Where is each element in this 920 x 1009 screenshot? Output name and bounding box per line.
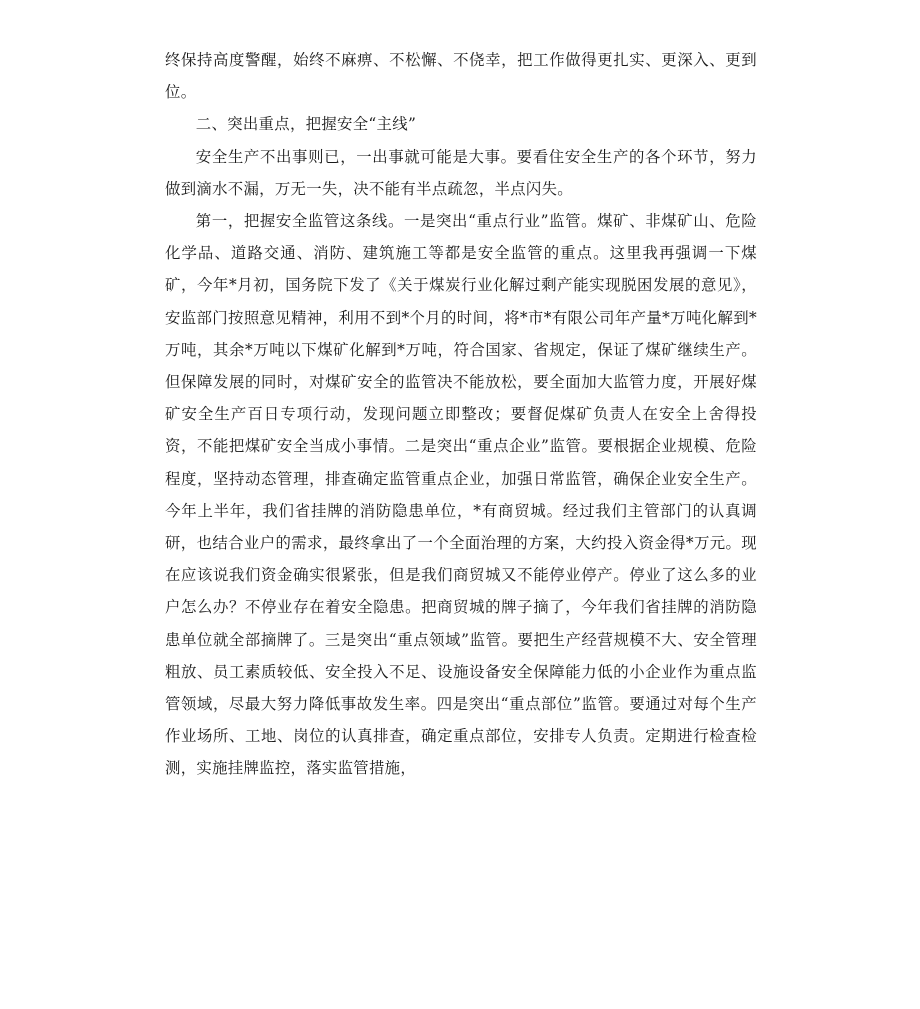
paragraph-continuation: 终保持高度警醒，始终不麻痹、不松懈、不侥幸，把工作做得更扎实、更深入、更到位。 [165,51,757,102]
paragraph-body: 第一，把握安全监管这条线。一是突出“重点行业”监管。煤矿、非煤矿山、危险化学品、道路交通、消防、建筑施工等都是安全监管的重点。这里我再强调一下煤矿，今年*月初，国务院下发了《关于煤炭行业化解过剩产能实现脱困发展的意见》，安监部门按照意见精神，利用不到*个月的时间，将*市*有限公司年产量*万吨化解到*万吨，其余*万吨以下煤矿化解到*万吨，符合国家、省规定，保证了煤矿继续生产。但保障发展的同时，对煤矿安全的监管决不能放松，要全面加大监管力度，开展好煤矿安全生产百日专项行动，发现问题立即整改；要督促煤矿负责人在安全上舍得投资，不能把煤矿安全当成小事情。二是突出“重点企业”监管。要根据企业规模、危险程度，坚持动态管理，排查确定监管重点企业，加强日常监管，确保企业安全生产。今年上半年，我们省挂牌的消防隐患单位，*有商贸城。经过我们主管部门的认真调研，也结合业户的需求，最终拿出了一个全面治理的方案，大约投入资金得*万元。现在应该说我们资金确实很紧张，但是我们商贸城又不能停业停产。停业了这么多的业户怎么办？不停业存在着安全隐患。把商贸城的牌子摘了，今年我们省挂牌的消防隐患单位就全部摘牌了。三是突出“重点领域”监管。要把生产经营规模不大、安全管理粗放、员工素质较低、安全投入不足、设施设备安全保障能力低的小企业作为重点监管领域，尽最大努力降低事故发生率。四是突出“重点部位”监管。要通过对每个生产作业场所、工地、岗位的认真排查，确定重点部位，安排专人负责。定期进行检查检测，实施挂牌监控，落实监管措施， [165,212,757,778]
document-page [165,44,757,785]
paragraph-intro: 安全生产不出事则已，一出事就可能是大事。要看住安全生产的各个环节，努力做到滴水不漏，万无一失，决不能有半点疏忽，半点闪失。 [165,147,757,198]
section-heading: 二、突出重点，把握安全“主线” [195,115,417,134]
